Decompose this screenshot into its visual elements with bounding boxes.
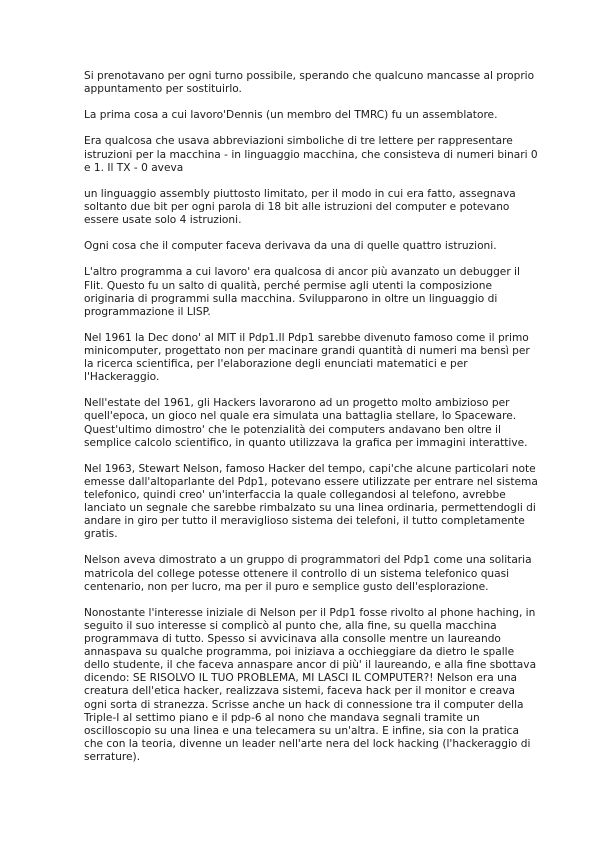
paragraph-turni: Si prenotavano per ogni turno possibile, sperando che qualcuno mancasse al proprio appuntamento per sostituirlo. [84,70,535,96]
paragraph-flit-lisp: L'altro programma a cui lavoro' era qualcosa di ancor più avanzato un debugger il Flit. Questo fu un salto di qualità, perché permise agli utenti la composizione originaria di programmi sulla macchina. Svilupparono in oltre un linguaggio di programmazione il LISP. [84,266,520,318]
paragraph-nelson-matricola: Nelson aveva dimostrato a un gruppo di programmatori del Pdp1 come una solitaria matricola del college potesse ottenere il controllo di un sistema telefonico quasi centenario, non per lucro, ma per il puro e semplice gusto dell'esplorazione. [84,554,532,593]
paragraph-nelson-1963: Nel 1963, Stewart Nelson, famoso Hacker del tempo, capi'che alcune particolari note emesse dall'altoparlante del Pdp1, potevano essere utilizzate per entrare nel sistema telefonico, quindi creo' un'interfaccia la quale collegandosi al telefono, avrebbe lanciato un segnale che sarebbe rimbalzato su una linea ordinaria, permettendogli di andare in giro per tutto il meraviglioso sistema dei telefoni, il tutto completamente gratis. [84,462,538,541]
document-page [84,70,540,777]
paragraph-quattro-istruzioni: Ogni cosa che il computer faceva derivava da una di quelle quattro istruzioni. [84,240,497,253]
paragraph-assembly: un linguaggio assembly piuttosto limitato, per il modo in cui era fatto, assegnava soltanto due bit per ogni parola di 18 bit alle istruzioni del computer e potevano essere usate solo 4 istruzioni. [84,187,516,227]
paragraph-assemblatore: La prima cosa a cui lavoro'Dennis (un membro del TMRC) fu un assemblatore. [84,109,498,122]
paragraph-nelson-hacker: Nonostante l'interesse iniziale di Nelson per il Pdp1 fosse rivolto al phone haching, in seguito il suo interesse si complicò al punto che, alla fine, su quella macchina programmava di tutto. Spesso si avvicinava alla consolle mentre un laureando annaspava su qualche programma, poi iniziava a occhieggiare da dietro le spalle dello studente, il che faceva annaspare ancor di più' il laureando, e alla fine sbottava dicendo: SE RISOLVO IL TUO PROBLEMA, MI LASCI IL COMPUTER?! Nelson era una creatura dell'etica hacker, realizzava sistemi, faceva hack per il monitor e creava ogni sorta di stranezza. Scrisse anche un hack di connessione tra il computer della Triple-I al settimo piano e il pdp-6 al nono che mandava segnali tramite un oscilloscopio su una linea e una telecamera su un'altra. E infine, sia con la pratica che con la teoria, divenne un leader nell'arte nera del lock hacking (l'hackeraggio di serrature). [84,606,537,763]
paragraph-pdp1-1961: Nel 1961 la Dec dono' al MIT il Pdp1.Il Pdp1 sarebbe divenuto famoso come il primo minicomputer, progettato non per macinare grandi quantità di numeri ma bensì per la ricerca scientifica, per l'elaborazione degli enunciati matematici e per l'Hackeraggio. [84,331,530,384]
paragraph-spaceware: Nell'estate del 1961, gli Hackers lavorarono ad un progetto molto ambizioso per quell'epoca, un gioco nel quale era simulata una battaglia stellare, lo Spaceware. Quest'ultimo dimostro' che le potenzialità dei computers andavano ben oltre il semplice calcolo scientifico, in quanto utilizzava la grafica per immagini interattive. [84,397,528,449]
paragraph-abbreviazioni: Era qualcosa che usava abbreviazioni simboliche di tre lettere per rappresentare istruzioni per la macchina - in linguaggio macchina, che consisteva di numeri binari 0 e 1. Il TX - 0 aveva [84,135,538,174]
